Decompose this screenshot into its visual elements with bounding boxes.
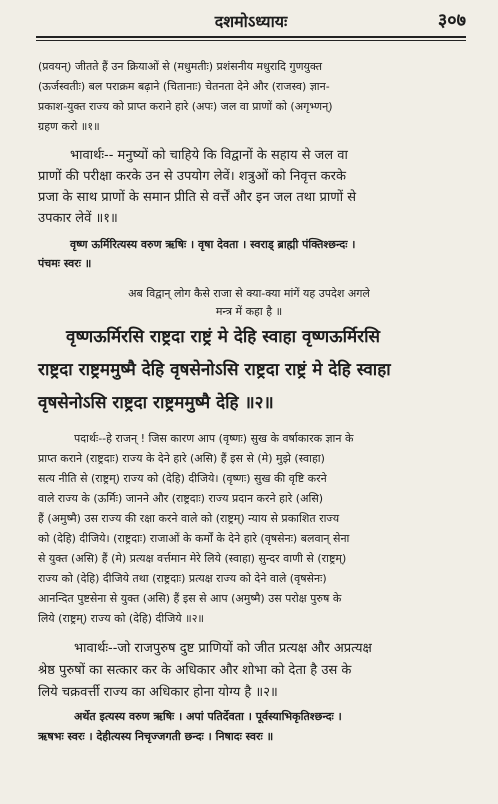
rishi-line: ऋषभः स्वरः । देहीत्यस्य निचृज्जगती छन्दः । निषादः स्वरः ॥ xyxy=(38,730,274,743)
rishi-line: अर्थेत इत्यस्य वरुण ऋषिः । अपां पतिर्देवता । पूर्वस्याभिकृतिश्छन्दः । xyxy=(74,710,342,723)
text-line: आनन्दित पुष्टसेना से युक्त (असि) हैं इस से आप (अमुष्मै) उस परोक्ष पुरुष के xyxy=(38,592,342,605)
header-rule xyxy=(36,36,466,38)
text-line: भावार्थः--जो राजपुरुष दुष्ट प्राणियों को जीत प्रत्यक्ष और अप्रत्यक्ष xyxy=(74,641,372,656)
text-line: राज्य को (देहि) दीजिये तथा (राष्ट्रदाः) प्रत्यक्ष राज्य को देने वाले (वृषसेनः) xyxy=(38,572,327,585)
intro-line: अब विद्वान् लोग कैसे राजा से क्या-क्या मांगें यह उपदेश अगले xyxy=(128,287,370,300)
text-line: श्रेष्ठ पुरुषों का सत्कार कर के अधिकार और शोभा को देता है उस के xyxy=(38,663,352,678)
rishi-line: वृष्ण ऊर्मिरित्यस्य वरुण ऋषिः । वृषा देवता । स्वराड् ब्राह्मी पंक्तिश्छन्दः । xyxy=(70,238,356,251)
text-line: प्रकाश-युक्त राज्य को प्राप्त कराने हारे (अपः) जल वा प्राणों को (अगृभ्णन्) xyxy=(38,100,333,113)
text-line: (प्रवयन्) जीतते हैं उन क्रियाओं से (मधुमतीः) प्रशंसनीय मधुरादि गुणयुक्त xyxy=(38,60,323,73)
text-line: से युक्त (असि) हैं (मे) प्रत्यक्ष वर्त्तमान मेरे लिये (स्वाहा) सुन्दर वाणी से (राष्ट्रम्) xyxy=(38,552,347,565)
intro-line: मन्त्र में कहा है ॥ xyxy=(215,305,283,318)
text-line: पदार्थः--हे राजन् ! जिस कारण आप (वृष्णः) सुख के वर्षाकारक ज्ञान के xyxy=(74,432,354,445)
text-line: को (देहि) दीजिये। (राष्ट्रदाः) राजाओं के कर्मों के देने हारे (वृषसेनः) बलवान् सेना xyxy=(38,532,350,545)
text-line: प्राप्त कराने (राष्ट्रदाः) राज्य के देने हारे (असि) हैं इस से (मे) मुझे (स्वाहा) xyxy=(38,452,325,465)
mantra-line: राष्ट्रदा राष्ट्रममुष्मै देहि वृषसेनोऽसि राष्ट्रदा राष्ट्रं मे देहि स्वाहा xyxy=(38,360,391,380)
text-line: लिये (राष्ट्रम्) राज्य को (देहि) दीजिये ॥२॥ xyxy=(38,612,205,625)
text-line: प्राणों की परीक्षा करके उन से उपयोग लेवें। शत्रुओं को निवृत्त करके xyxy=(38,169,346,184)
page-header xyxy=(36,8,466,36)
text-line: वाले राज्य के (ऊर्मिः) जानने और (राष्ट्रदाः) राज्य प्रदान करने हारे (असि) xyxy=(38,492,324,505)
rishi-line: पंचमः स्वरः ॥ xyxy=(38,257,92,270)
chapter-title: दशमोऽध्यायः xyxy=(214,12,288,31)
text-line: लिये चक्रवर्त्ती राज्य का अधिकार होना योग्य है ॥२॥ xyxy=(38,685,278,700)
text-line: हैं (अमुष्मै) उस राज्य की रक्षा करने वाले को (राष्ट्रम्) न्याय से प्रकाशित राज्य xyxy=(38,512,340,525)
text-line: (ऊर्जस्वतीः) बल पराक्रम बढ़ाने (चितानाः) चेतनता देने और (राजस्व) ज्ञान- xyxy=(38,80,330,93)
text-line: सत्य नीति से (राष्ट्रम्) राज्य को (देहि) दीजिये। (वृष्णः) सुख की वृष्टि करने xyxy=(38,472,327,485)
mantra-line: वृष्णऊर्मिरसि राष्ट्रदा राष्ट्रं मे देहि स्वाहा वृष्णऊर्मिरसि xyxy=(66,327,380,347)
text-line: भावार्थः-- मनुष्यों को चाहिये कि विद्वानों के सहाय से जल वा xyxy=(70,148,348,163)
text-line: उपकार लेवें ॥१॥ xyxy=(38,211,118,226)
text-line: प्रजा के साथ प्राणों के समान प्रीति से वर्त्तें और इन जल तथा प्राणों से xyxy=(38,190,356,205)
page-number: ३०७ xyxy=(437,10,466,31)
mantra-line: वृषसेनोऽसि राष्ट्रदा राष्ट्रममुष्मै देहि ॥२॥ xyxy=(38,393,274,413)
text-line: ग्रहण करो ॥१॥ xyxy=(38,120,100,133)
